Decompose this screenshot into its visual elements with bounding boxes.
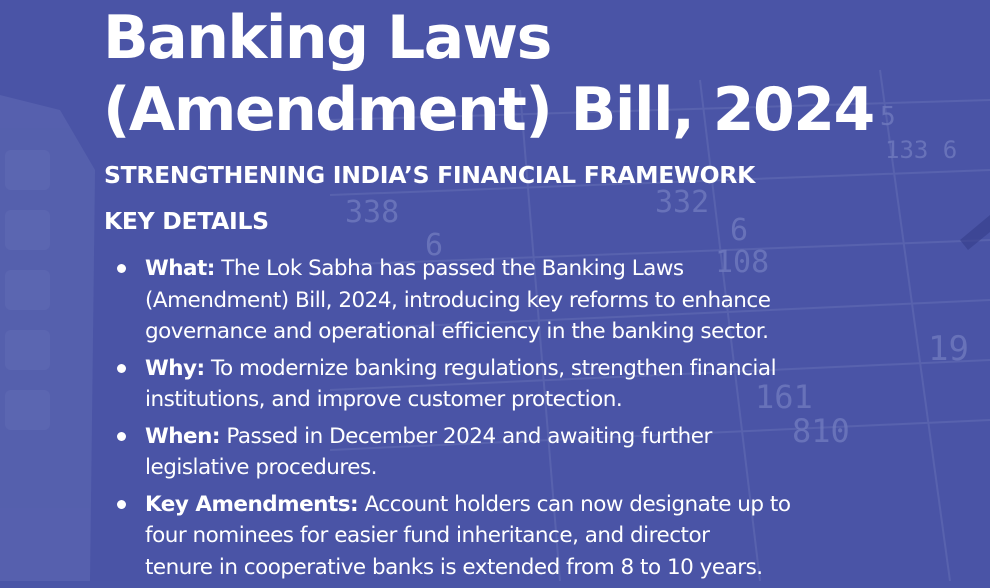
list-item-key-amendments bbox=[113, 489, 983, 584]
item-text: To modernize banking regulations, strengthen financial bbox=[210, 355, 777, 381]
bg-number: 332 bbox=[655, 185, 710, 220]
bg-number: 5 bbox=[880, 102, 896, 132]
bullet-icon bbox=[117, 500, 126, 509]
bullet-icon bbox=[117, 432, 126, 441]
bg-number: 6 bbox=[425, 228, 444, 263]
item-text: governance and operational efficiency in the banking sector. bbox=[145, 319, 769, 344]
bullet-icon bbox=[117, 264, 126, 273]
item-label: When: bbox=[145, 423, 221, 449]
page-title bbox=[103, 2, 874, 146]
item-label: Why: bbox=[145, 355, 205, 381]
item-text: Passed in December 2024 and awaiting further bbox=[226, 423, 712, 449]
section-heading-key-details: KEY DETAILS bbox=[104, 207, 269, 235]
item-text: institutions, and improve customer protection. bbox=[145, 387, 623, 412]
bullet-icon bbox=[117, 364, 126, 373]
title-line-2: (Amendment) Bill, 2024 bbox=[103, 75, 874, 145]
title-line-1: Banking Laws bbox=[103, 3, 551, 73]
item-text: legislative procedures. bbox=[145, 455, 377, 480]
subtitle: STRENGTHENING INDIA’S FINANCIAL FRAMEWORK bbox=[104, 161, 756, 189]
item-label: What: bbox=[145, 256, 215, 281]
list-item-why bbox=[113, 353, 983, 416]
bg-number: 19 bbox=[928, 329, 969, 369]
list-item-when bbox=[113, 421, 983, 484]
item-text: The Lok Sabha has passed the Banking Laws bbox=[221, 256, 684, 281]
bg-number: 161 bbox=[755, 378, 813, 416]
bg-number: 133 6 bbox=[885, 136, 958, 164]
bg-number: 6 bbox=[730, 213, 749, 248]
bg-number: 338 bbox=[345, 195, 400, 230]
item-text: (Amendment) Bill, 2024, introducing key reforms to enhance bbox=[145, 287, 771, 313]
bg-number: 810 bbox=[792, 412, 850, 450]
list-item-what bbox=[113, 253, 983, 348]
item-text: Account holders can now designate up to bbox=[364, 491, 791, 517]
item-text: four nominees for easier fund inheritance, and director bbox=[145, 523, 710, 548]
bg-number: 108 bbox=[715, 245, 770, 280]
item-label: Key Amendments: bbox=[145, 491, 359, 517]
key-details-list bbox=[113, 253, 983, 588]
item-text: tenure in cooperative banks is extended from 8 to 10 years. bbox=[145, 554, 763, 580]
